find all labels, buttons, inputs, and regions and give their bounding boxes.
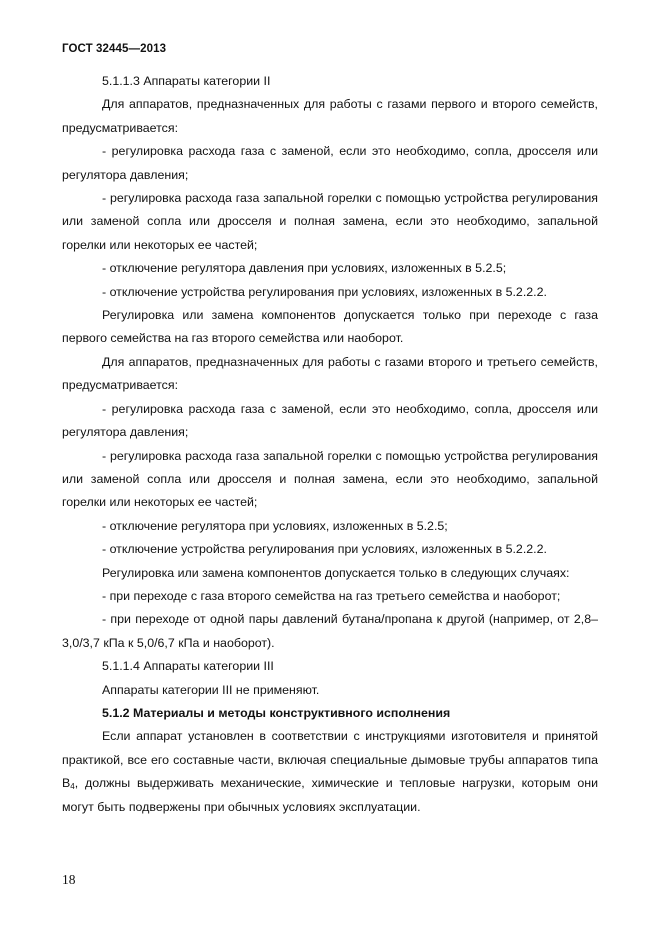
paragraph: - при переходе от одной пары давлений бутана/пропана к другой (например, от 2,8–3,0/3,7 кПа к 5,0/6,7 кПа и наоборот).: [62, 612, 598, 650]
paragraph: Для аппаратов, предназначенных для работы с газами первого и второго семейств, предусматривается:: [62, 97, 598, 135]
paragraph-text: Если аппарат установлен в соответствии с инструкциями изготовителя и принятой практикой, все его составные части, включая специальные дымовые трубы аппаратов типа B: [62, 729, 598, 791]
paragraph: Регулировка или замена компонентов допускается только при переходе с газа первого семейства на газ второго семейства или наоборот.: [62, 308, 598, 346]
paragraph: - регулировка расхода газа запальной горелки с помощью устройства регулирования или заменой сопла или дросселя и полная замена, если это необходимо, запальной горелки или некоторых ее частей;: [62, 448, 598, 510]
paragraph: - отключение устройства регулирования при условиях, изложенных в 5.2.2.2.: [102, 284, 547, 299]
paragraph: Регулировка или замена компонентов допускается только в следующих случаях:: [102, 565, 570, 580]
section-heading: 5.1.2 Материалы и методы конструктивного исполнения: [102, 705, 451, 720]
paragraph: Аппараты категории III не применяют.: [102, 682, 320, 697]
paragraph: 5.1.1.4 Аппараты категории III: [102, 659, 274, 674]
paragraph-text-continued: , должны выдерживать механические, химические и тепловые нагрузки, которым они могут быть подвержены при обычных условиях эксплуатации.: [62, 776, 598, 814]
paragraph: - отключение регулятора давления при условиях, изложенных в 5.2.5;: [102, 261, 507, 276]
page-number: 18: [62, 872, 76, 887]
paragraph: - отключение регулятора при условиях, изложенных в 5.2.5;: [102, 518, 448, 533]
paragraph: - регулировка расхода газа с заменой, если это необходимо, сопла, дросселя или регулятора давления;: [62, 144, 598, 182]
paragraph: - отключение устройства регулирования при условиях, изложенных в 5.2.2.2.: [102, 542, 547, 557]
paragraph: - регулировка расхода газа запальной горелки с помощью устройства регулирования или заменой сопла или дросселя и полная замена, если это необходимо, запальной горелки или некоторых ее частей;: [62, 191, 598, 252]
paragraph: 5.1.1.3 Аппараты категории II: [102, 74, 271, 88]
paragraph: Для аппаратов, предназначенных для работы с газами второго и третьего семейств, предусматривается:: [62, 354, 598, 393]
paragraph: - при переходе с газа второго семейства на газ третьего семейства и наоборот;: [102, 588, 561, 603]
paragraph: [62, 725, 598, 819]
paragraph: - регулировка расхода газа с заменой, если это необходимо, сопла, дросселя или регулятора давления;: [62, 401, 598, 440]
subscript: 4: [70, 782, 75, 792]
document-header: ГОСТ 32445—2013: [62, 43, 167, 55]
document-body: [62, 70, 598, 819]
